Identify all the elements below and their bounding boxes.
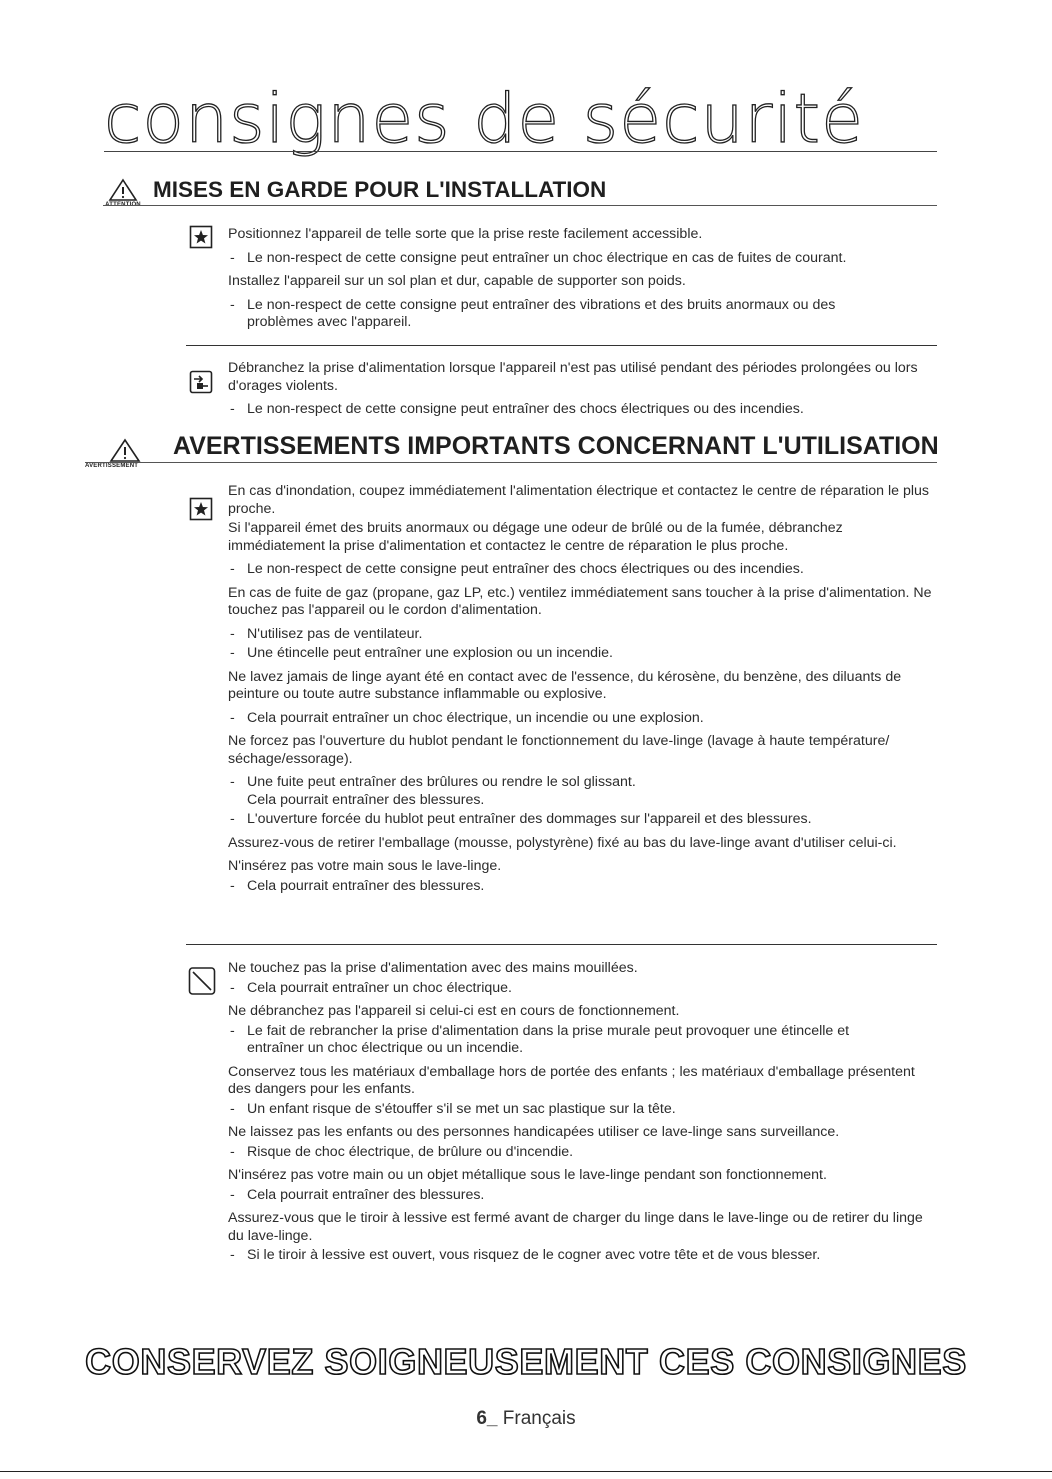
paragraph: Conservez tous les matériaux d'emballage hors de portée des enfants ; les matériaux d'emballage présentent des dangers pour les enfants. <box>228 1063 915 1097</box>
bullet-continuation: problèmes avec l'appareil. <box>247 314 412 330</box>
keep-instructions-heading: CONSERVEZ SOIGNEUSEMENT CES CONSIGNES <box>85 1341 967 1382</box>
bullet: - Le non-respect de cette consigne peut entraîner des chocs électriques ou des incendies. <box>228 561 940 579</box>
attention-icon <box>103 178 143 208</box>
footer-language: Français <box>502 1408 576 1429</box>
paragraph: Assurez-vous que le tiroir à lessive est fermé avant de charger du linge dans le lave-linge ou de retirer du linge du lave-linge. <box>228 1210 923 1244</box>
section-heading-installation: MISES EN GARDE POUR L'INSTALLATION <box>153 177 607 202</box>
paragraph: Ne débranchez pas l'appareil si celui-ci est en cours de fonctionnement. <box>228 1003 680 1019</box>
paragraph: En cas d'inondation, coupez immédiatement l'alimentation électrique et contactez le centre de réparation le plus proche. <box>228 483 930 517</box>
unplug-icon <box>189 370 213 394</box>
bullet-text: Le non-respect de cette consigne peut entraîner des vibrations et des bruits anormaux ou des <box>247 296 836 313</box>
bullet: - Si le tiroir à lessive est ouvert, vous risquez de le cogner avec votre tête et de vous blesser. <box>228 1247 940 1265</box>
bottom-rule <box>0 1471 1052 1472</box>
bullet: - Cela pourrait entraîner des blessures. <box>228 1187 940 1205</box>
section-rule <box>103 205 937 206</box>
page-number: 6_ <box>476 1408 498 1429</box>
bullet <box>228 297 940 332</box>
warning-triangle-icon <box>103 178 143 202</box>
bullet <box>228 774 940 809</box>
divider <box>186 345 937 346</box>
paragraph: Ne laissez pas les enfants ou des personnes handicapées utiliser ce lave-linge sans surveillance. <box>228 1124 840 1140</box>
paragraph: N'insérez pas votre main ou un objet métallique sous le lave-linge pendant son fonctionnement. <box>228 1167 827 1183</box>
paragraph: Si l'appareil émet des bruits anormaux ou dégage une odeur de brûlé ou de la fumée, débranchez immédiatement la prise d'alimentation et contactez le centre de réparation le plus proche. <box>228 520 843 554</box>
bullet: - Cela pourrait entraîner un choc électrique, un incendie ou une explosion. <box>228 710 940 728</box>
bullet: - Une étincelle peut entraîner une explosion ou un incendie. <box>228 645 940 663</box>
paragraph: Ne touchez pas la prise d'alimentation avec des mains mouillées. <box>228 960 638 976</box>
usage-block-2 <box>228 960 940 1271</box>
page-title: consignes de sécurité <box>104 80 864 159</box>
bullet-text: Le fait de rebrancher la prise d'alimentation dans la prise murale peut provoquer une étincelle et <box>247 1022 850 1039</box>
attention-label: ATTENTION <box>105 202 141 208</box>
bullet: - Cela pourrait entraîner des blessures. <box>228 878 940 896</box>
bullet-continuation: Cela pourrait entraîner des blessures. <box>247 791 485 808</box>
bullet: - Un enfant risque de s'étouffer s'il se met un sac plastique sur la tête. <box>228 1101 940 1119</box>
paragraph: N'insérez pas votre main sous le lave-linge. <box>228 858 502 874</box>
star-box-icon <box>189 225 213 249</box>
warning-triangle-icon <box>85 437 145 463</box>
paragraph: Débranchez la prise d'alimentation lorsque l'appareil n'est pas utilisé pendant des périodes prolongées ou lors d'orages violents. <box>228 360 918 394</box>
install-block-2 <box>228 360 940 425</box>
paragraph: Installez l'appareil sur un sol plan et dur, capable de supporter son poids. <box>228 273 686 289</box>
bullet: - L'ouverture forcée du hublot peut entraîner des dommages sur l'appareil et des blessures. <box>228 811 940 829</box>
bullet-continuation: entraîner un choc électrique ou un incendie. <box>247 1040 524 1056</box>
star-box-icon <box>189 497 213 521</box>
bullet-text: Une fuite peut entraîner des brûlures ou rendre le sol glissant. <box>247 774 636 790</box>
prohibited-icon <box>188 966 216 996</box>
warning-label: AVERTISSEMENT <box>85 463 139 469</box>
title-rule <box>104 151 937 152</box>
section-heading-utilisation: AVERTISSEMENTS IMPORTANTS CONCERNANT L'UTILISATION <box>173 432 939 460</box>
bullet <box>228 1023 940 1058</box>
bullet: - Risque de choc électrique, de brûlure ou d'incendie. <box>228 1144 940 1162</box>
divider <box>186 944 937 945</box>
paragraph: Positionnez l'appareil de telle sorte que la prise reste facilement accessible. <box>228 226 703 242</box>
usage-block-1 <box>228 483 940 901</box>
paragraph: Ne lavez jamais de linge ayant été en contact avec de l'essence, du kérosène, du benzène, des diluants de peinture ou toute autre substance inflammable ou explosive. <box>228 668 902 702</box>
warning-icon <box>85 437 145 469</box>
install-block-1 <box>228 226 940 338</box>
paragraph: En cas de fuite de gaz (propane, gaz LP, etc.) ventilez immédiatement sans toucher à la prise d'alimentation. Ne touchez pas l'appareil ou le cordon d'alimentation. <box>228 584 932 618</box>
page-footer <box>0 1408 1052 1430</box>
paragraph: Ne forcez pas l'ouverture du hublot pendant le fonctionnement du lave-linge (lavage à haute température/ séchage/essorage). <box>228 733 890 767</box>
bullet: - Cela pourrait entraîner un choc électrique. <box>228 980 940 998</box>
paragraph: Assurez-vous de retirer l'emballage (mousse, polystyrène) fixé au bas du lave-linge avant d'utiliser celui-ci. <box>228 834 897 851</box>
bullet: - Le non-respect de cette consigne peut entraîner un choc électrique en cas de fuites de courant. <box>228 250 940 268</box>
bullet: - Le non-respect de cette consigne peut entraîner des chocs électriques ou des incendies. <box>228 401 940 419</box>
bullet: - N'utilisez pas de ventilateur. <box>228 626 940 644</box>
section-rule <box>85 462 937 463</box>
